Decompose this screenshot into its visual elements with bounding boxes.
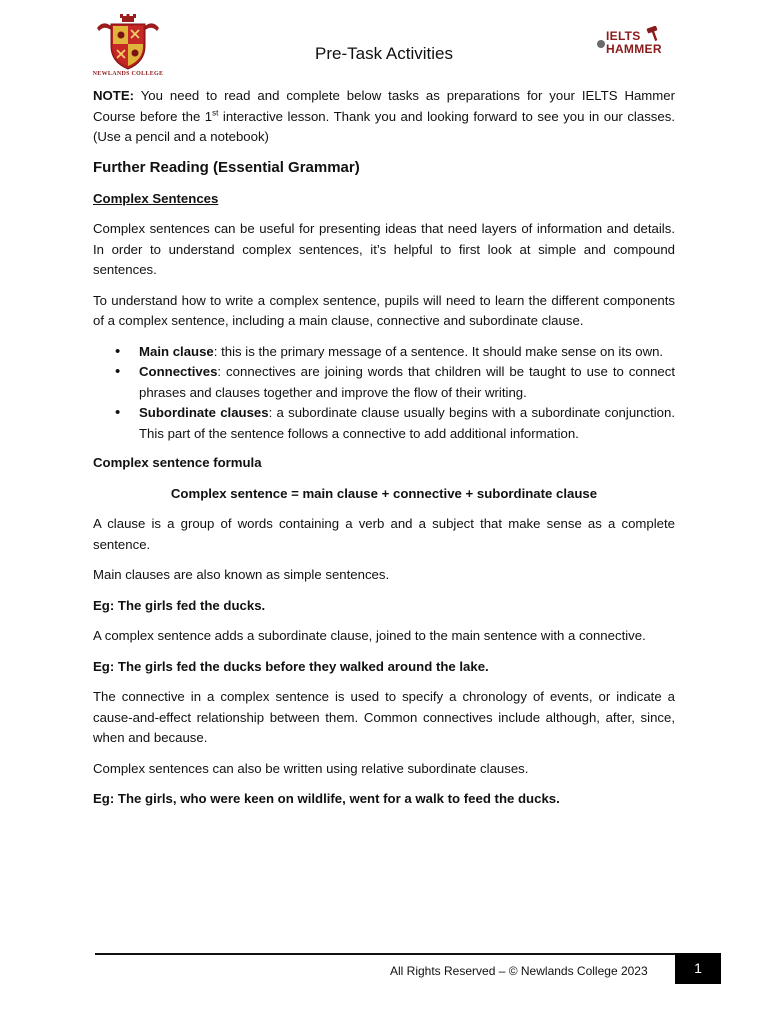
formula-heading: Complex sentence formula bbox=[93, 455, 262, 470]
list-item bbox=[139, 362, 675, 403]
college-name: NEWLANDS COLLEGE bbox=[92, 71, 164, 77]
paragraph-complex-adds: A complex sentence adds a subordinate clause, joined to the main sentence with a connective. bbox=[93, 628, 646, 643]
list-item bbox=[139, 403, 675, 444]
paragraph-clause-definition: A clause is a group of words containing a verb and a subject that make sense as a complete sentence. bbox=[93, 516, 675, 552]
formula: Complex sentence = main clause + connective + subordinate clause bbox=[170, 485, 598, 501]
subheading: Complex Sentences bbox=[93, 190, 219, 206]
paragraph-intro: Complex sentences can be useful for presenting ideas that need layers of information and details. In order to understand complex sentences, it’s helpful to first look at simple and compound sentences. bbox=[93, 221, 675, 277]
page-number: 1 bbox=[675, 953, 721, 984]
list-item bbox=[139, 342, 675, 363]
page-title: Pre-Task Activities bbox=[315, 44, 453, 63]
components-list bbox=[93, 342, 675, 445]
footer-divider bbox=[95, 953, 675, 955]
example-1: Eg: The girls fed the ducks. bbox=[93, 597, 266, 613]
section-heading: Further Reading (Essential Grammar) bbox=[93, 158, 360, 176]
list-item-term: Main clause bbox=[139, 343, 214, 359]
paragraph-relative-clauses: Complex sentences can also be written using relative subordinate clauses. bbox=[93, 760, 529, 776]
note-label: NOTE: bbox=[93, 88, 135, 103]
brand-bottom: HAMMER bbox=[606, 42, 662, 56]
note-superscript: st bbox=[212, 108, 219, 118]
brand-top: IELTS bbox=[606, 29, 641, 43]
list-item-term: Subordinate clauses bbox=[139, 405, 269, 420]
list-item-text: : connectives are joining words that children will be taught to use to connect phrases and clauses together and improve the flow of their writing. bbox=[139, 364, 675, 400]
paragraph-connectives: The connective in a complex sentence is used to specify a chronology of events, or indicate a cause-and-effect relationship between them. Common connectives include although, after, since, when and because. bbox=[93, 689, 675, 745]
note-text-after: interactive lesson. Thank you and looking forward to see you in our classes. (Use a pencil and a notebook) bbox=[93, 108, 675, 144]
list-item-text: : a subordinate clause usually begins with a subordinate conjunction. This part of the sentence follows a connective to add additional information. bbox=[139, 405, 676, 441]
page-header bbox=[0, 14, 768, 84]
example-3: Eg: The girls, who were keen on wildlife, went for a walk to feed the ducks. bbox=[93, 791, 560, 806]
list-item-text: : this is the primary message of a sentence. It should make sense on its own. bbox=[213, 343, 664, 359]
paragraph-main-clauses: Main clauses are also known as simple sentences. bbox=[93, 567, 390, 582]
footer-rights: All Rights Reserved – © Newlands College 2023 bbox=[390, 964, 648, 978]
list-item-term: Connectives bbox=[139, 364, 218, 379]
hammer-icon bbox=[644, 26, 664, 42]
paragraph-components: To understand how to write a complex sentence, pupils will need to learn the different components of a complex sentence, including a main clause, connective and subordinate clause. bbox=[93, 292, 675, 328]
logo-dot-icon bbox=[597, 40, 605, 48]
document-body bbox=[93, 86, 675, 820]
note-paragraph bbox=[93, 86, 675, 148]
note-text-before: You need to read and complete below tasks as preparations for your IELTS Hammer Course before the 1 bbox=[93, 88, 675, 124]
ielts-hammer-logo bbox=[596, 30, 668, 60]
example-2: Eg: The girls fed the ducks before they walked around the lake. bbox=[93, 658, 489, 674]
